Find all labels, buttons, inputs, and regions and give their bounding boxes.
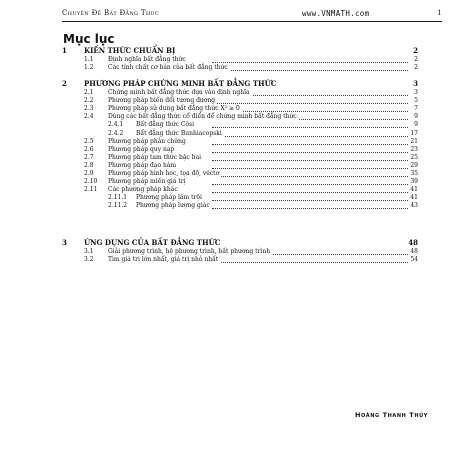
entry-title: Phương pháp sử dụng bất đẳng thức X² ≥ 0 [108, 105, 240, 113]
toc-subsection-row[interactable] [62, 194, 418, 202]
entry-page: 35 [408, 170, 418, 178]
entry-page: 2 [408, 64, 418, 72]
entry-number: 2.3 [84, 105, 94, 113]
entry-title: Phương pháp miền giá trị [108, 178, 186, 186]
toc-section-row[interactable] [62, 56, 418, 64]
chapter-number: 1 [62, 46, 67, 55]
entry-title: Các tính chất cơ bản của bất đẳng thức [108, 64, 228, 72]
chapter-number: 2 [62, 79, 67, 88]
running-title: Chuyên Đề Bất Đẳng Thức [62, 9, 160, 17]
entry-page: 3 [408, 89, 418, 97]
dot-leader [212, 170, 408, 177]
dot-leader [212, 194, 408, 201]
entry-title: Dùng các bất đẳng thức cổ điển để chứng minh bất đẳng thức [108, 113, 297, 121]
entry-page: 25 [408, 154, 418, 162]
entry-title: Phương pháp quy nạp [108, 145, 175, 153]
toc-section-row[interactable] [62, 154, 418, 162]
running-head [62, 9, 442, 20]
entry-number: 2.8 [84, 161, 94, 169]
entry-title: Tìm giá trị lớn nhất, giá trị nhỏ nhất [108, 256, 219, 264]
toc-section-row[interactable] [62, 97, 418, 105]
entry-page: 23 [408, 146, 418, 154]
dot-leader [212, 162, 408, 169]
entry-title: Phương pháp hình học, tọa độ, véctơ [108, 170, 220, 177]
entry-number: 2.11.2 [108, 202, 128, 210]
entry-page: 29 [408, 162, 418, 170]
toc-section-row[interactable] [62, 162, 418, 170]
entry-number: 2.7 [84, 153, 94, 161]
dot-leader [212, 202, 408, 209]
toc-section-row[interactable] [62, 113, 418, 121]
entry-number: 2.6 [84, 145, 94, 153]
dot-leader [212, 256, 408, 263]
entry-number: 2.11 [84, 186, 98, 194]
dot-leader [212, 56, 408, 63]
entry-title: Phương pháp làm trội [136, 194, 202, 202]
entry-number: 2.4.1 [108, 121, 124, 129]
entry-page: 54 [408, 256, 418, 264]
entry-page: 21 [408, 138, 418, 146]
dot-leader [212, 138, 408, 145]
author-footer: Hoàng Thanh Thủy [355, 411, 428, 419]
toc-subsection-row[interactable] [62, 202, 418, 210]
entry-page: 41 [408, 194, 418, 202]
toc-heading: Mục lục [63, 32, 115, 46]
entry-title: Các phương pháp khác [108, 186, 178, 194]
toc-subsection-row[interactable] [62, 130, 418, 138]
toc-section-row[interactable] [62, 64, 418, 72]
toc-section-row[interactable] [62, 186, 418, 194]
header-divider [62, 21, 442, 22]
entry-number: 2.9 [84, 170, 94, 177]
dot-leader [212, 154, 408, 161]
entry-page: 43 [408, 202, 418, 210]
chapter-number: 3 [62, 238, 67, 247]
toc-chapter-row[interactable] [62, 238, 418, 247]
entry-number: 3.2 [84, 256, 94, 264]
entry-title: Định nghĩa bất đẳng thức [108, 56, 186, 63]
dot-leader [212, 130, 408, 137]
entry-page: 5 [408, 97, 418, 105]
entry-number: 1.2 [84, 64, 94, 72]
toc-section-row[interactable] [62, 248, 418, 256]
entry-number: 2.10 [84, 178, 98, 186]
toc-section-row[interactable] [62, 146, 418, 154]
entry-page: 41 [408, 186, 418, 194]
entry-number: 2.11.1 [108, 194, 128, 202]
toc-subsection-row[interactable] [62, 121, 418, 129]
entry-page: 17 [408, 130, 418, 138]
entry-title: Chứng minh bất đẳng thức dựa vào định nghĩa [108, 89, 250, 96]
entry-number: 2.2 [84, 97, 94, 105]
toc-section-row[interactable] [62, 138, 418, 146]
dot-leader [212, 186, 408, 193]
entry-title: Bất đẳng thức Côsi [136, 121, 195, 129]
entry-title: Phương pháp đạo hàm [108, 161, 177, 169]
chapter-title: ỨNG DỤNG CỦA BẤT ĐẲNG THỨC [84, 238, 221, 247]
toc-section-row[interactable] [62, 89, 418, 97]
entry-title: Phương pháp biến đổi tương đương [108, 97, 216, 105]
entry-page: 48 [408, 248, 418, 256]
dot-leader [212, 178, 408, 185]
page-number: 1 [437, 9, 442, 17]
entry-page: 2 [408, 56, 418, 64]
dot-leader [212, 121, 408, 128]
chapter-title: KIẾN THỨC CHUẨN BỊ [84, 46, 176, 55]
entry-page: 39 [408, 178, 418, 186]
toc-chapter-row[interactable] [62, 79, 418, 88]
entry-number: 2.1 [84, 89, 94, 96]
entry-title: Phương pháp tam thức bậc hai [108, 153, 202, 161]
website-link[interactable]: www.VNMATH.com [302, 9, 370, 18]
toc-chapter-row[interactable] [62, 46, 418, 55]
entry-page: 7 [408, 105, 418, 113]
entry-number: 1.1 [84, 56, 94, 63]
entry-number: 3.1 [84, 248, 94, 255]
toc-section-row[interactable] [62, 178, 418, 186]
dot-leader [212, 64, 408, 71]
toc-section-row[interactable] [62, 105, 418, 113]
chapter-page: 2 [408, 46, 418, 55]
dot-leader [212, 146, 408, 153]
entry-page: 9 [408, 121, 418, 129]
chapter-title: PHƯƠNG PHÁP CHỨNG MINH BẤT ĐẲNG THỨC [84, 79, 277, 88]
entry-title: Phương pháp phản chứng [108, 137, 186, 145]
chapter-page: 48 [408, 238, 418, 247]
entry-number: 2.4.2 [108, 129, 124, 137]
entry-number: 2.5 [84, 137, 94, 145]
entry-title: Phương pháp lượng giác [136, 202, 210, 210]
entry-title: Bất đẳng thức Bunhiacopski [136, 129, 222, 137]
chapter-page: 3 [408, 79, 418, 88]
toc-section-row[interactable] [62, 256, 418, 264]
entry-number: 2.4 [84, 113, 94, 121]
entry-title: Giải phương trình, hệ phương trình, bất phương trình [108, 248, 271, 255]
toc-section-row[interactable] [62, 170, 418, 178]
entry-page: 9 [408, 113, 418, 121]
dot-leader [212, 97, 408, 104]
